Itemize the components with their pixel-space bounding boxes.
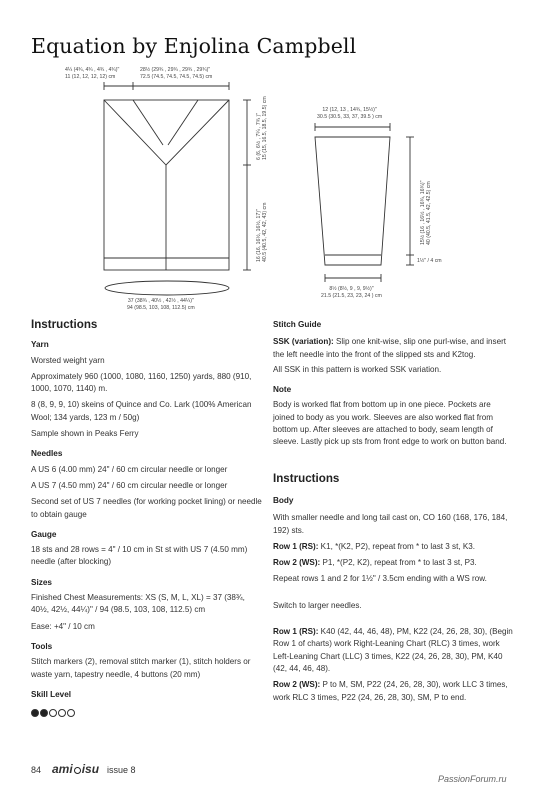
stitch-guide-heading: Stitch Guide	[273, 320, 322, 329]
dim-text: 94 (98.5, 103, 108, 112.5) cm	[127, 304, 195, 311]
ssk-paragraph	[273, 336, 514, 361]
dim-text: 37 (38¾ , 40½ , 42½ , 44¼)"	[127, 298, 194, 304]
switch-line: Switch to larger needles.	[273, 600, 362, 610]
page-title: Equation by Enjolina Campbell	[31, 34, 357, 58]
body-line: With smaller needle and long tail cast on, CO 160 (168, 176, 184, 192) sts.	[273, 513, 508, 535]
dim-text: 21.5 (21.5, 23, 23, 24 ) cm	[321, 292, 382, 299]
skill-dot-empty-icon	[58, 709, 66, 717]
row-label: Row 2 (WS):	[273, 558, 321, 568]
section-heading: Instructions	[273, 471, 340, 485]
chest-dim	[127, 298, 195, 311]
dim-text: 12 (12, 13 , 14¾, 15½)"	[322, 107, 377, 113]
chest-circumference	[105, 281, 229, 295]
yarn-line: 8 (8, 9, 9, 10) skeins of Quince and Co. Lark (100% American Wool; 134 yards, 123 m / 50g)	[31, 400, 252, 422]
issue-label: issue 8	[107, 765, 136, 775]
repeat-line: Repeat rows 1 and 2 for 1½" / 3.5cm ending with a WS row.	[273, 574, 487, 584]
schematic-drawing	[0, 0, 541, 320]
dim-text: 40 (40.5, 41.5, 42, 42.5) cm	[426, 181, 433, 245]
brand-logo	[52, 762, 99, 776]
brand-ring-icon	[74, 767, 81, 774]
skill-dot-empty-icon	[67, 709, 75, 717]
row-instruction	[273, 679, 514, 704]
yarn-line: Worsted weight yarn	[31, 355, 105, 365]
dim-text: 11 (12, 12, 12, 12) cm	[65, 73, 116, 80]
sizes-heading: Sizes	[31, 577, 52, 587]
dim-text: 28½ (29¾ , 29¾ , 29¾ , 29¾)"	[140, 67, 211, 73]
row-instruction	[273, 557, 514, 569]
row-text: P1, *(P2, K2), repeat from * to last 3 st, P3.	[320, 558, 477, 568]
dim-text: 6 (6, 6½ , 7¼ , 7¾ )"	[256, 112, 262, 160]
needles-line: A US 6 (4.00 mm) 24" / 60 cm circular needle or longer	[31, 464, 228, 474]
sizes-line: Ease: +4" / 10 cm	[31, 621, 95, 631]
needles-line: Second set of US 7 needles (for working pocket lining) or needle to obtain gauge	[31, 497, 262, 519]
watermark: PassionForum.ru	[438, 774, 507, 784]
row-instruction	[273, 541, 514, 553]
body-outline	[104, 100, 229, 270]
yarn-line: Sample shown in Peaks Ferry	[31, 429, 139, 439]
yarn-heading: Yarn	[31, 340, 49, 350]
dim-text: 4¼ (4¾, 4¾ , 4¾ , 4¾)"	[65, 67, 120, 73]
skill-dot-filled-icon	[40, 709, 48, 717]
page-number: 84	[31, 765, 42, 775]
sleeve-bottom-dim	[321, 286, 382, 299]
note-heading: Note	[273, 385, 292, 395]
tools-line: Stitch markers (2), removal stitch marker (1), stitch holders or waste yarn, tapestry needle, 4 buttons (20 mm)	[31, 657, 251, 679]
collar-inner-right	[168, 100, 198, 145]
dim-text: 72.5 (74.5, 74.5, 74.5, 74.5) cm	[140, 73, 213, 80]
dim-text: 15½ (16 , 16½ , 16¾, 16¾)"	[420, 180, 426, 245]
dim-text: 40.5 (40.5, 42, 42, 43) cm	[262, 202, 269, 262]
collar-inner-left	[133, 100, 163, 145]
gauge-heading: Gauge	[31, 529, 57, 539]
ssk-note: All SSK in this pattern is worked SSK variation.	[273, 364, 442, 374]
dim-text: 8½ (8½, 9 , 9, 9½)"	[329, 286, 374, 292]
skill-dot-empty-icon	[49, 709, 57, 717]
sleeve-outline	[315, 137, 390, 265]
row-text: K1, *(K2, P2), repeat from * to last 3 st, K3.	[318, 541, 475, 551]
sizes-line: Finished Chest Measurements: XS (S, M, L, XL) = 37 (38¾, 40½, 42½, 44¼)" / 94 (98.5, 103, 108, 112.5) cm	[31, 593, 245, 615]
tools-heading: Tools	[31, 641, 53, 651]
cuff-dim: 1½" / 4 cm	[417, 258, 442, 264]
right-column	[273, 319, 514, 704]
row-label: Row 1 (RS):	[273, 627, 319, 637]
note-text: Body is worked flat from bottom up in one piece. Pockets are joined to body as you work. Sleeves are also worked flat from bottom up. After sleeves are attached to body, seam length of sleeve. Lastly pick up sts from front edge to work on button band.	[273, 400, 507, 447]
body-length-dim	[256, 203, 269, 262]
body-heading: Body	[273, 495, 294, 505]
gauge-line: 18 sts and 28 rows = 4" / 10 cm in St st with US 7 (4.50 mm) needle (after blocking)	[31, 545, 248, 567]
sleeve-top-dim	[317, 107, 382, 120]
needles-heading: Needles	[31, 449, 63, 459]
dim-text: 30.5 (30.5, 33, 37, 39.5 ) cm	[317, 113, 383, 120]
neck-depth-dim	[256, 96, 269, 160]
row-label: Row 1 (RS):	[273, 541, 319, 551]
skill-dot-filled-icon	[31, 709, 39, 717]
ssk-text: Slip one knit-wise, slip one purl-wise, and insert the left needle into the front of the slipped sts and K2tog.	[273, 337, 507, 359]
dim-text: 16 (16, 16½, 16½, 17)"	[256, 209, 262, 262]
brand-part: isu	[81, 762, 100, 776]
row-instruction	[273, 626, 514, 675]
brand-part: ami	[52, 762, 73, 776]
sleeve-length-dim	[420, 181, 433, 245]
row-text: K40 (42, 44, 46, 48), PM, K22 (24, 26, 28, 30), (Begin Row 1 of charts) work Right-Leaning Chart (RLC) 3 times, work Left-Leaning Chart (LLC) 3 times, K22 (24, 26, 28, 30), PM, K40 (42, 44, 46, 48).	[273, 627, 513, 673]
skill-level-rating	[31, 709, 263, 721]
needles-line: A US 7 (4.50 mm) 24" / 60 cm circular needle or longer	[31, 480, 228, 490]
dim-text: 15 (15, 16.5, 18.5, 19.5) cm	[262, 96, 269, 160]
ssk-label: SSK (variation):	[273, 337, 334, 347]
row-label: Row 2 (WS):	[273, 680, 321, 690]
collar-outline	[104, 100, 229, 165]
yarn-line: Approximately 960 (1000, 1080, 1160, 1250) yards, 880 (910, 1000, 1070, 1140) m.	[31, 371, 252, 394]
left-column	[31, 319, 263, 721]
skill-heading: Skill Level	[31, 689, 72, 699]
section-heading: Instructions	[31, 318, 98, 331]
row-text: P to M, SM, P22 (24, 26, 28, 30), work LLC 3 times, work RLC 3 times, P22 (24, 26, 28, 30), SM, P to end.	[273, 680, 508, 702]
